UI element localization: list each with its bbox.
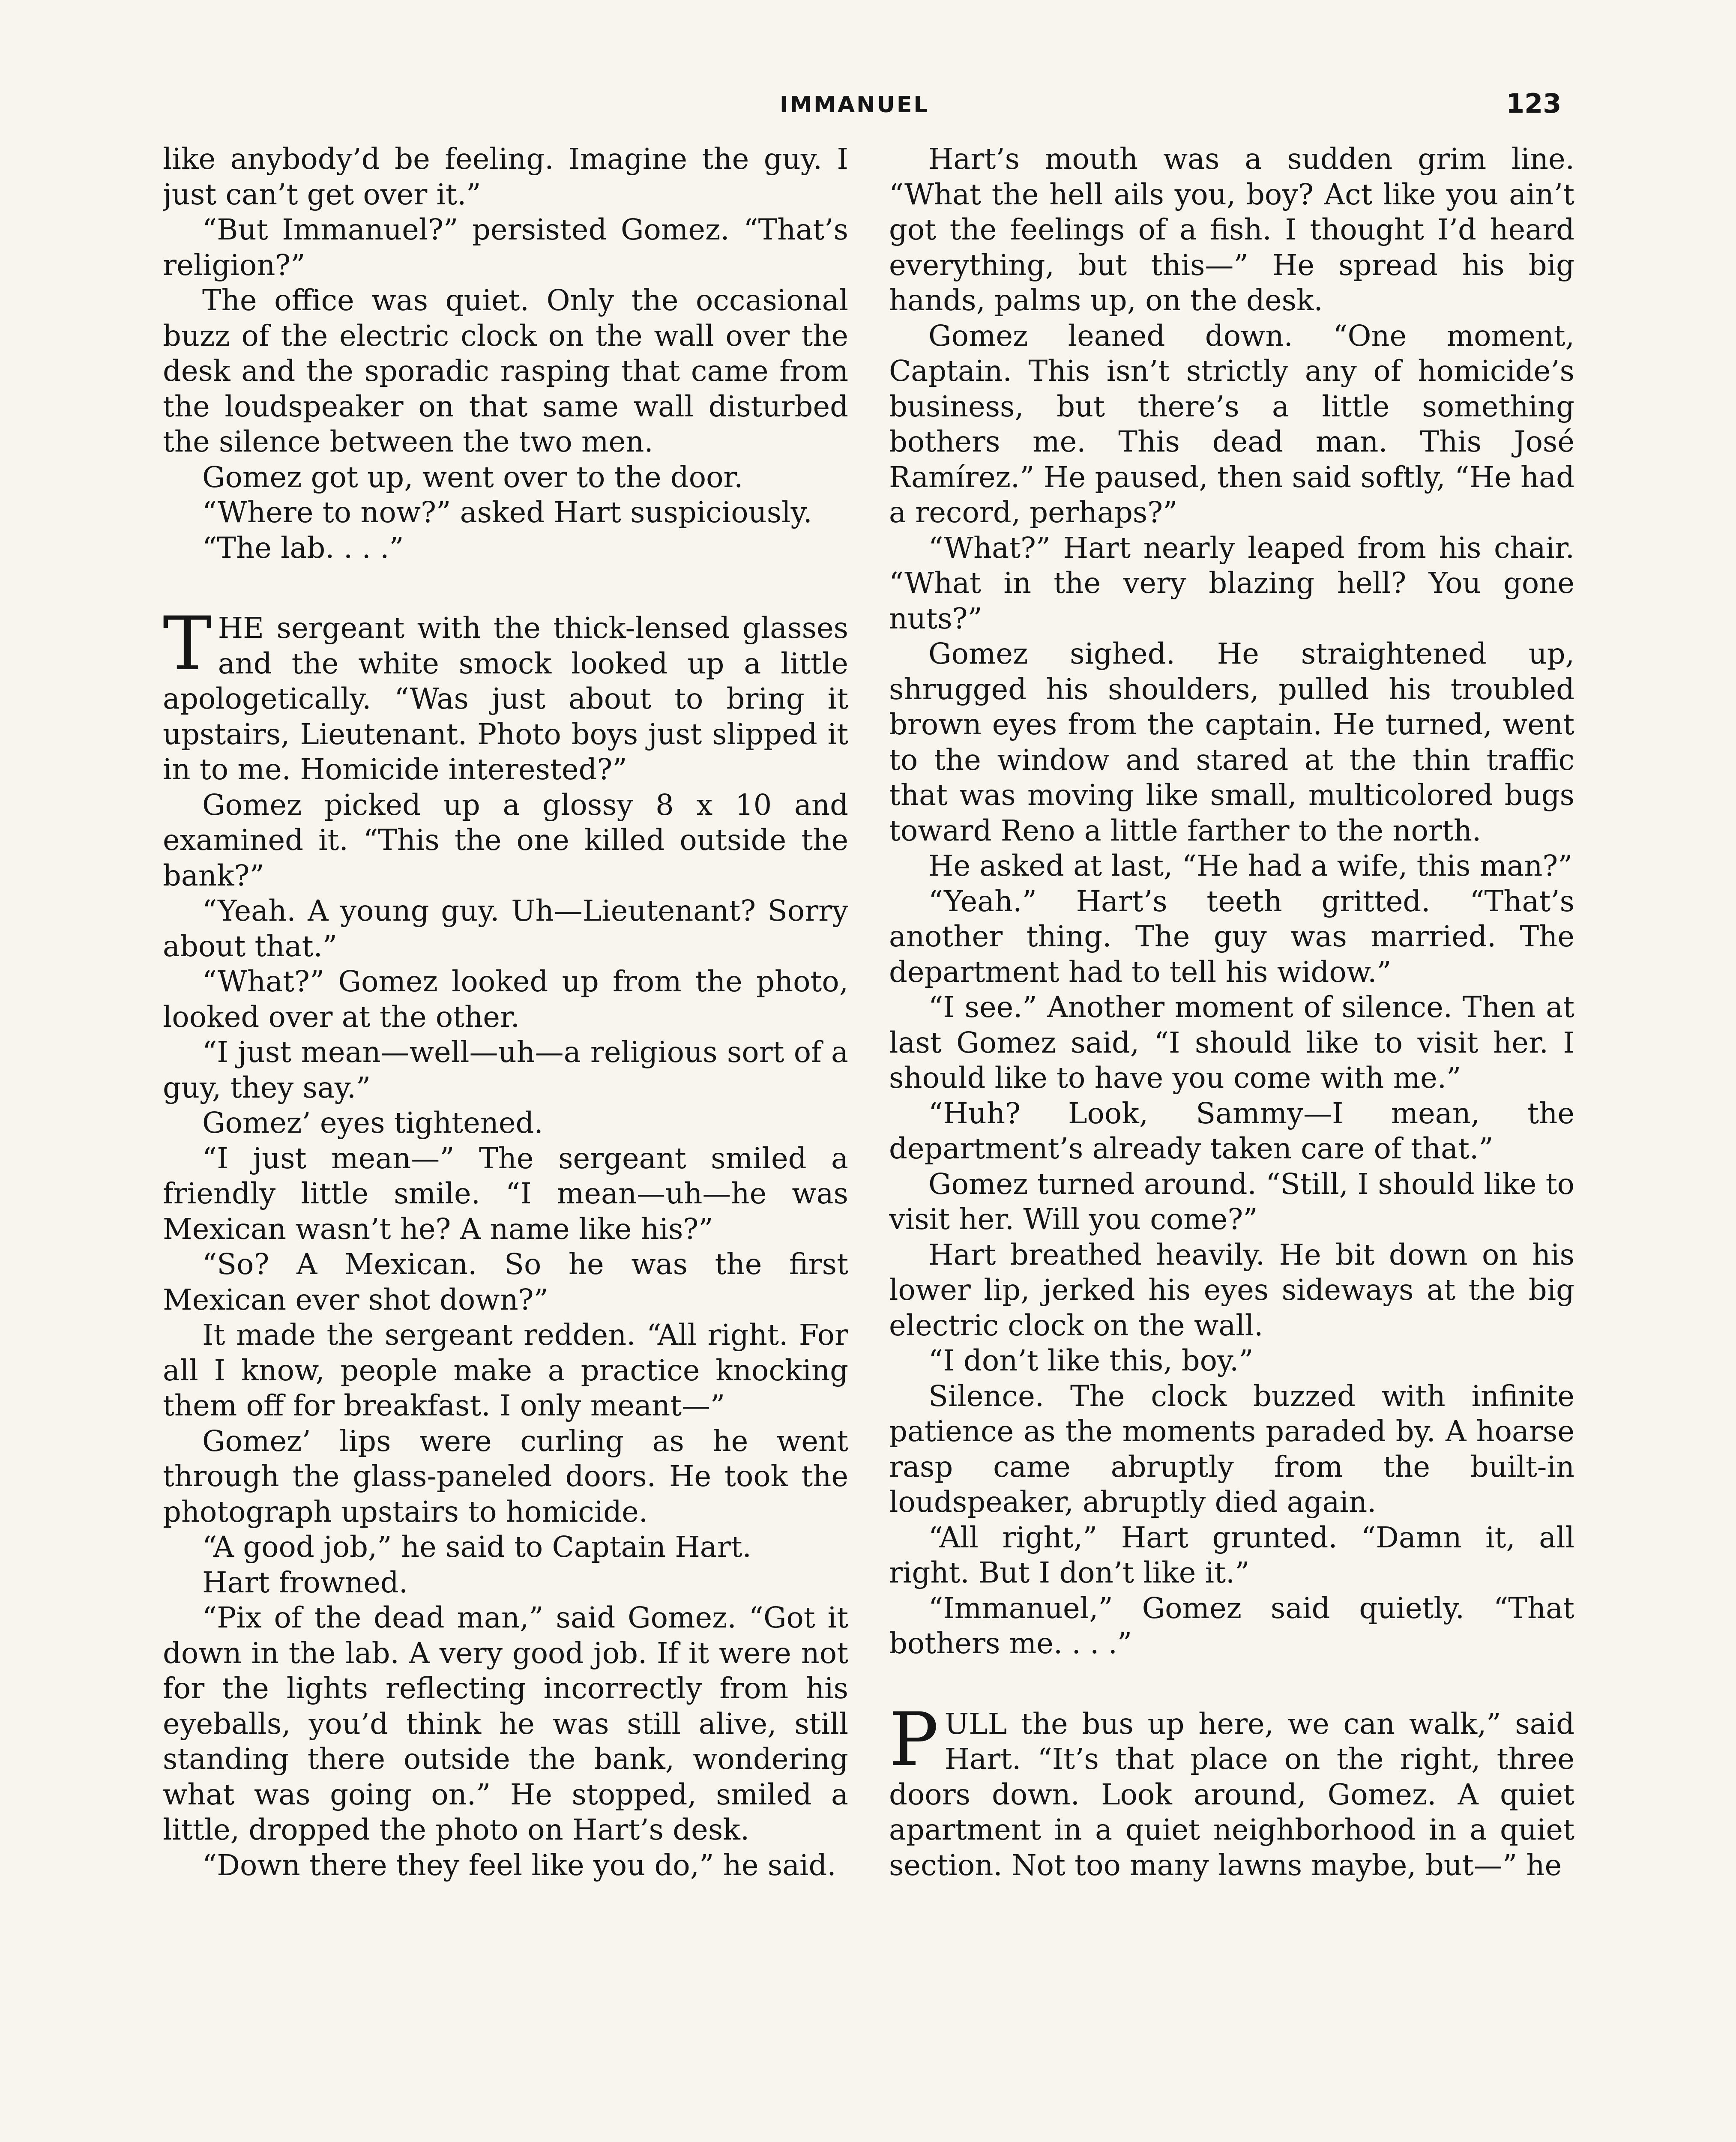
paragraph: Gomez’ lips were curling as he went through the glass-paneled doors. He took the photograph upstairs to homicide. (163, 1424, 848, 1529)
drop-cap: T (163, 601, 212, 687)
paragraph: Hart breathed heavily. He bit down on his lower lip, jerked his eyes sideways at the big electric clock on the wall. (889, 1238, 1574, 1342)
paragraph: “What?” Hart nearly leaped from his chair. “What in the very blazing hell? You gone nuts?” (889, 531, 1574, 635)
page-number: 123 (1506, 88, 1562, 119)
paragraph: Hart’s mouth was a sudden grim line. “What the hell ails you, boy? Act like you ain’t got the feelings of a fish. I thought I’d heard everything, but this—” He spread his big hands, palms up, on the desk. (889, 142, 1574, 317)
paragraph: “I see.” Another moment of silence. Then at last Gomez said, “I should like to visit her. I should like to have you come with me.” (889, 990, 1574, 1095)
paragraph: “So? A Mexican. So he was the first Mexican ever shot down?” (163, 1248, 848, 1316)
paragraph-text: HE sergeant with the thick-lensed glasses and the white smock looked up a little apologetically. “Was just about to bring it upstairs, Lieutenant. Photo boys just slipped it in to me. Homicide interested?” (163, 611, 848, 786)
paragraph: “Huh? Look, Sammy—I mean, the department’s already taken care of that.” (889, 1096, 1574, 1165)
paragraph: “Where to now?” asked Hart suspiciously. (202, 496, 812, 529)
paragraph: “A good job,” he said to Captain Hart. (202, 1530, 751, 1564)
paragraph: “Immanuel,” Gomez said quietly. “That bothers me. . . .” (889, 1591, 1574, 1660)
paragraph: It made the sergeant redden. “All right. For all I know, people make a practice knocking them off for breakfast. I only meant—” (163, 1318, 848, 1422)
page-header (0, 88, 1736, 139)
running-title: IMMANUEL (780, 92, 930, 118)
paragraph-text: ULL the bus up here, we can walk,” said Hart. “It’s that place on the right, three doors down. Look around, Gomez. A quiet apartment in a quiet neighborhood in a quiet section. Not too many lawns maybe, but—” he (889, 1707, 1574, 1882)
paragraph: “Pix of the dead man,” said Gomez. “Got it down in the lab. A very good job. If it were not for the lights reflecting incorrectly from his eyeballs, you’d think he was still alive, still standing there outside the bank, wondering what was going on.” He stopped, smiled a little, dropped the photo on Hart’s desk. (163, 1601, 848, 1846)
paragraph: Gomez picked up a glossy 8 x 10 and examined it. “This the one killed outside the bank?” (163, 788, 848, 892)
paragraph: The office was quiet. Only the occasional buzz of the electric clock on the wall over the desk and the sporadic rasping that came from the loudspeaker on that same wall disturbed the silence between the two men. (163, 284, 848, 458)
paragraph: “I don’t like this, boy.” (928, 1344, 1254, 1377)
paragraph: Gomez sighed. He straightened up, shrugged his shoulders, pulled his troubled brown eyes from the captain. He turned, went to the window and stared at the thin traffic that was moving like small, multicolored bugs toward Reno a little farther to the north. (889, 637, 1574, 847)
paragraph: “All right,” Hart grunted. “Damn it, all right. But I don’t like it.” (889, 1520, 1574, 1589)
paragraph: “The lab. . . .” (202, 531, 404, 565)
right-column (889, 141, 1574, 2142)
paragraph: Gomez’ eyes tightened. (202, 1106, 543, 1140)
paragraph: Gomez turned around. “Still, I should like to visit her. Will you come?” (889, 1167, 1574, 1236)
paragraph: “Down there they feel like you do,” he said. (202, 1848, 836, 1882)
section-opening-paragraph (889, 1696, 1574, 1883)
section-opening-paragraph (163, 601, 848, 787)
drop-cap: P (889, 1696, 939, 1783)
paragraph: “I just mean—well—uh—a religious sort of a guy, they say.” (163, 1035, 848, 1104)
paragraph: “Yeah.” Hart’s teeth gritted. “That’s another thing. The guy was married. The department had to tell his widow.” (889, 884, 1574, 989)
paragraph: Gomez leaned down. “One moment, Captain. This isn’t strictly any of homicide’s business, but there’s a little something bothers me. This dead man. This José Ramírez.” He paused, then said softly, “He had a record, perhaps?” (889, 319, 1574, 529)
left-column (163, 141, 848, 2142)
paragraph: “But Immanuel?” persisted Gomez. “That’s religion?” (163, 213, 848, 282)
paragraph: like anybody’d be feeling. Imagine the guy. I just can’t get over it.” (163, 142, 848, 211)
paragraph: “What?” Gomez looked up from the photo, looked over at the other. (163, 965, 848, 1034)
paragraph: He asked at last, “He had a wife, this man?” (928, 849, 1573, 883)
paragraph: “I just mean—” The sergeant smiled a friendly little smile. “I mean—uh—he was Mexican wasn’t he? A name like his?” (163, 1141, 848, 1246)
paragraph: Gomez got up, went over to the door. (202, 460, 743, 494)
paragraph: Silence. The clock buzzed with infinite patience as the moments paraded by. A hoarse rasp came abruptly from the built-in loudspeaker, abruptly died again. (889, 1379, 1574, 1519)
paragraph: Hart frowned. (202, 1565, 408, 1599)
paragraph: “Yeah. A young guy. Uh—Lieutenant? Sorry about that.” (163, 894, 848, 963)
